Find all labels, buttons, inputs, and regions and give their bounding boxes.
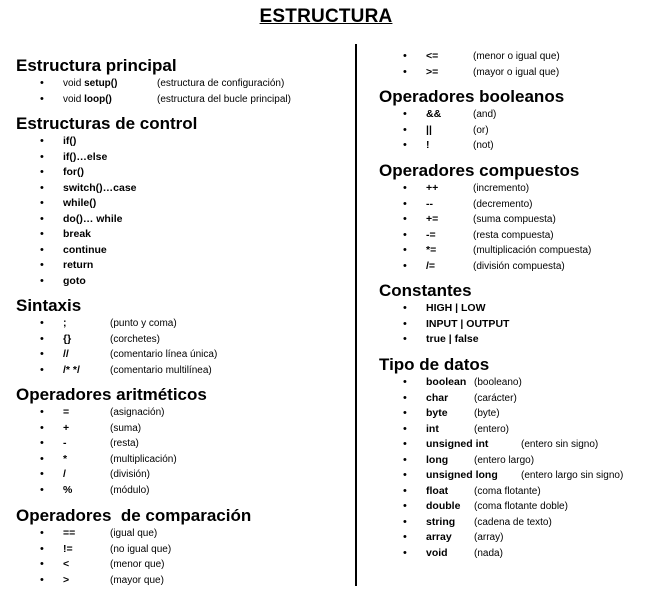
item-desc: (cadena de texto) bbox=[474, 516, 552, 528]
item-desc: (coma flotante doble) bbox=[474, 501, 568, 512]
bullet-icon: • bbox=[403, 302, 407, 314]
section-heading: Estructura principal bbox=[16, 56, 177, 75]
bullet-icon: • bbox=[40, 363, 44, 376]
bullet-icon: • bbox=[403, 317, 407, 330]
list-item bbox=[379, 453, 535, 469]
item-code: // bbox=[63, 348, 69, 360]
bullet-icon: • bbox=[403, 515, 407, 528]
item-desc: (nada) bbox=[474, 547, 503, 559]
list-item bbox=[379, 123, 564, 139]
bullet-icon: • bbox=[40, 212, 44, 225]
item-code: {} bbox=[63, 332, 72, 345]
bullet-icon: • bbox=[40, 573, 44, 586]
bullet-icon: • bbox=[40, 468, 44, 480]
item-code: == bbox=[63, 527, 76, 539]
list-item bbox=[16, 258, 197, 274]
item-desc: (división compuesta) bbox=[473, 260, 565, 272]
section-heading: Constantes bbox=[379, 281, 472, 300]
item-code: % bbox=[63, 483, 73, 496]
list-item bbox=[16, 467, 207, 483]
item-code: loop() bbox=[84, 93, 112, 105]
item-desc: (suma) bbox=[110, 422, 142, 434]
bullet-icon: • bbox=[403, 484, 407, 497]
list-item bbox=[379, 197, 579, 213]
item-prefix: void bbox=[63, 93, 85, 105]
bullet-icon: • bbox=[40, 437, 44, 449]
list-item bbox=[379, 530, 504, 546]
list-item bbox=[16, 452, 207, 468]
item-code: != bbox=[63, 542, 73, 555]
list-item bbox=[16, 421, 207, 437]
list-item bbox=[16, 542, 251, 558]
item-desc: (byte) bbox=[474, 408, 500, 419]
item-code: * bbox=[63, 452, 68, 465]
item-desc: (módulo) bbox=[110, 484, 150, 496]
item-code: if() bbox=[63, 135, 77, 147]
item-code: += bbox=[426, 213, 439, 225]
section-estructuras-control bbox=[16, 114, 197, 289]
item-code: ++ bbox=[426, 182, 439, 194]
item-code: byte bbox=[426, 407, 448, 419]
list-item bbox=[16, 227, 197, 243]
list-item bbox=[16, 92, 291, 108]
item-code: do()… while bbox=[63, 212, 123, 225]
list-item bbox=[379, 259, 579, 275]
bullet-icon: • bbox=[403, 182, 407, 194]
bullet-icon: • bbox=[403, 453, 407, 466]
list-item bbox=[16, 483, 207, 499]
item-code: char bbox=[426, 391, 449, 404]
bullet-icon: • bbox=[403, 422, 407, 435]
item-code: for() bbox=[63, 166, 84, 178]
bullet-icon: • bbox=[403, 139, 407, 151]
item-code: ; bbox=[63, 317, 67, 329]
item-desc: (not) bbox=[473, 140, 494, 151]
list-item bbox=[379, 406, 500, 422]
item-code: continue bbox=[63, 243, 107, 256]
bullet-icon: • bbox=[40, 348, 44, 360]
list-item bbox=[379, 332, 479, 348]
item-code: || bbox=[426, 123, 432, 136]
bullet-icon: • bbox=[40, 332, 44, 345]
bullet-icon: • bbox=[40, 527, 44, 539]
list-item bbox=[16, 332, 161, 348]
list-item bbox=[379, 391, 517, 407]
list-item bbox=[379, 437, 599, 453]
bullet-icon: • bbox=[403, 197, 407, 210]
section-tipos-datos bbox=[379, 355, 624, 561]
item-code: - bbox=[63, 437, 67, 449]
bullet-icon: • bbox=[40, 135, 44, 147]
section-compuestos bbox=[379, 161, 592, 274]
bullet-icon: • bbox=[403, 333, 407, 345]
list-item bbox=[16, 165, 197, 181]
bullet-icon: • bbox=[403, 546, 407, 559]
item-code: /* */ bbox=[63, 363, 80, 376]
list-item bbox=[16, 347, 218, 363]
item-code: return bbox=[63, 259, 94, 271]
item-desc: (mayor o igual que) bbox=[473, 66, 560, 78]
bullet-icon: • bbox=[40, 197, 44, 209]
item-desc: (carácter) bbox=[474, 392, 517, 404]
item-desc: (asignación) bbox=[110, 407, 165, 418]
bullet-icon: • bbox=[40, 406, 44, 418]
item-code: INPUT | OUTPUT bbox=[426, 317, 510, 330]
item-code: string bbox=[426, 515, 456, 528]
item-desc: (and) bbox=[473, 109, 497, 120]
column-divider bbox=[355, 44, 357, 586]
section-heading: Operadores compuestos bbox=[379, 161, 580, 180]
bullet-icon: • bbox=[40, 228, 44, 240]
section-heading: Operadores de comparación bbox=[16, 506, 252, 525]
item-desc: (menor o igual que) bbox=[473, 51, 560, 62]
section-constantes bbox=[379, 281, 510, 348]
item-desc: (punto y coma) bbox=[110, 318, 177, 329]
section-heading: Sintaxis bbox=[16, 296, 82, 315]
item-code: unsigned long bbox=[426, 469, 498, 481]
list-item bbox=[379, 181, 579, 197]
bullet-icon: • bbox=[40, 542, 44, 555]
list-item bbox=[16, 243, 197, 259]
item-desc: (decremento) bbox=[473, 198, 533, 210]
bullet-icon: • bbox=[40, 452, 44, 465]
item-desc: (multiplicación compuesta) bbox=[473, 245, 592, 256]
item-code: array bbox=[426, 531, 452, 543]
bullet-icon: • bbox=[40, 483, 44, 496]
bullet-icon: • bbox=[403, 108, 407, 120]
list-item bbox=[379, 107, 564, 123]
list-item bbox=[379, 301, 486, 317]
list-item bbox=[16, 150, 197, 166]
bullet-icon: • bbox=[403, 123, 407, 136]
item-desc: (multiplicación) bbox=[110, 453, 177, 465]
bullet-icon: • bbox=[403, 407, 407, 419]
list-item bbox=[379, 499, 568, 515]
item-desc: (incremento) bbox=[473, 183, 530, 194]
item-code: < bbox=[63, 558, 70, 570]
section-sintaxis bbox=[16, 296, 218, 378]
section-heading: Operadores booleanos bbox=[379, 87, 565, 106]
list-item bbox=[16, 181, 197, 197]
bullet-icon: • bbox=[40, 421, 44, 434]
item-desc: (entero largo) bbox=[474, 454, 535, 466]
list-item bbox=[379, 422, 510, 438]
item-code: setup() bbox=[84, 78, 118, 89]
item-code: double bbox=[426, 500, 461, 512]
item-desc: (or) bbox=[473, 124, 489, 136]
bullet-icon: • bbox=[40, 558, 44, 570]
list-item bbox=[16, 212, 197, 228]
item-code: HIGH | LOW bbox=[426, 302, 486, 314]
item-desc: (array) bbox=[474, 532, 504, 543]
item-code: boolean bbox=[426, 376, 467, 388]
list-item bbox=[379, 468, 624, 484]
item-code: *= bbox=[426, 244, 437, 256]
list-item bbox=[16, 274, 197, 290]
item-code: /= bbox=[426, 259, 436, 272]
item-desc: (división) bbox=[110, 469, 151, 480]
item-code: + bbox=[63, 421, 70, 434]
bullet-icon: • bbox=[403, 531, 407, 543]
item-code: -= bbox=[426, 228, 436, 241]
section-heading: Operadores aritméticos bbox=[16, 385, 207, 404]
bullet-icon: • bbox=[403, 391, 407, 404]
bullet-icon: • bbox=[403, 259, 407, 272]
item-code: = bbox=[63, 406, 70, 418]
item-desc: (comentario línea única) bbox=[110, 349, 218, 360]
list-item bbox=[16, 436, 207, 452]
list-item bbox=[379, 515, 552, 531]
item-code: switch()…case bbox=[63, 181, 137, 194]
item-desc: (entero) bbox=[474, 423, 510, 435]
item-code: > bbox=[63, 573, 70, 586]
item-code: && bbox=[426, 108, 442, 120]
section-aritmeticos bbox=[16, 385, 207, 498]
bullet-icon: • bbox=[40, 92, 44, 105]
item-code: -- bbox=[426, 197, 433, 210]
item-desc: (estructura del bucle principal) bbox=[157, 93, 291, 105]
list-item bbox=[16, 316, 177, 332]
list-item bbox=[16, 573, 251, 589]
page-title: ESTRUCTURA bbox=[259, 6, 393, 27]
item-code: >= bbox=[426, 65, 439, 78]
bullet-icon: • bbox=[40, 243, 44, 256]
item-desc: (estructura de configuración) bbox=[157, 78, 285, 89]
item-code: true | false bbox=[426, 333, 479, 345]
bullet-icon: • bbox=[403, 244, 407, 256]
item-desc: (mayor que) bbox=[110, 574, 164, 586]
section-booleanos bbox=[379, 87, 564, 154]
item-desc: (resta) bbox=[110, 438, 139, 449]
list-item bbox=[16, 134, 197, 150]
bullet-icon: • bbox=[40, 166, 44, 178]
item-code: / bbox=[63, 468, 66, 480]
item-code: if()…else bbox=[63, 150, 108, 163]
bullet-icon: • bbox=[403, 438, 407, 450]
item-code: void bbox=[426, 546, 448, 559]
list-item bbox=[379, 228, 579, 244]
item-code: <= bbox=[426, 50, 439, 62]
item-desc: (corchetes) bbox=[110, 333, 161, 345]
item-desc: (menor que) bbox=[110, 559, 165, 570]
bullet-icon: • bbox=[403, 65, 407, 78]
item-desc: (resta compuesta) bbox=[473, 229, 554, 241]
bullet-icon: • bbox=[40, 259, 44, 271]
list-item bbox=[16, 526, 251, 542]
item-code: float bbox=[426, 484, 449, 497]
bullet-icon: • bbox=[40, 317, 44, 329]
list-item bbox=[379, 317, 510, 333]
item-code: unsigned int bbox=[426, 438, 489, 450]
item-desc: (comentario multilínea) bbox=[110, 364, 212, 376]
list-item bbox=[16, 196, 197, 212]
section-heading: Tipo de datos bbox=[379, 355, 490, 374]
item-desc: (entero sin signo) bbox=[521, 439, 599, 450]
item-code: break bbox=[63, 228, 92, 240]
bullet-icon: • bbox=[40, 77, 44, 89]
item-desc: (igual que) bbox=[110, 528, 158, 539]
list-item bbox=[379, 546, 503, 562]
item-desc: (coma flotante) bbox=[474, 485, 541, 497]
bullet-icon: • bbox=[40, 150, 44, 163]
item-desc: (no igual que) bbox=[110, 543, 172, 555]
list-item bbox=[16, 557, 251, 573]
bullet-icon: • bbox=[403, 228, 407, 241]
list-item bbox=[379, 484, 541, 500]
list-item bbox=[16, 76, 285, 92]
bullet-icon: • bbox=[403, 213, 407, 225]
list-item bbox=[16, 405, 207, 421]
section-heading: Estructuras de control bbox=[16, 114, 198, 133]
list-item bbox=[379, 138, 564, 154]
item-desc: (booleano) bbox=[474, 377, 522, 388]
list-item bbox=[379, 375, 522, 391]
bullet-icon: • bbox=[40, 274, 44, 287]
item-code: int bbox=[426, 422, 439, 435]
bullet-icon: • bbox=[403, 469, 407, 481]
bullet-icon: • bbox=[403, 376, 407, 388]
section-comparacion bbox=[16, 506, 251, 588]
bullet-icon: • bbox=[40, 181, 44, 194]
item-desc: (suma compuesta) bbox=[473, 214, 556, 225]
list-item bbox=[379, 243, 592, 259]
item-code: goto bbox=[63, 274, 86, 287]
section-estructura-principal bbox=[16, 56, 291, 107]
bullet-icon: • bbox=[403, 500, 407, 512]
list-item bbox=[379, 212, 579, 228]
item-prefix: void bbox=[63, 78, 85, 89]
item-code: ! bbox=[426, 139, 430, 151]
bullet-icon: • bbox=[403, 50, 407, 62]
item-desc: (entero largo sin signo) bbox=[521, 470, 624, 481]
item-code: long bbox=[426, 453, 449, 466]
item-code: while() bbox=[63, 197, 97, 209]
list-item bbox=[16, 363, 212, 379]
